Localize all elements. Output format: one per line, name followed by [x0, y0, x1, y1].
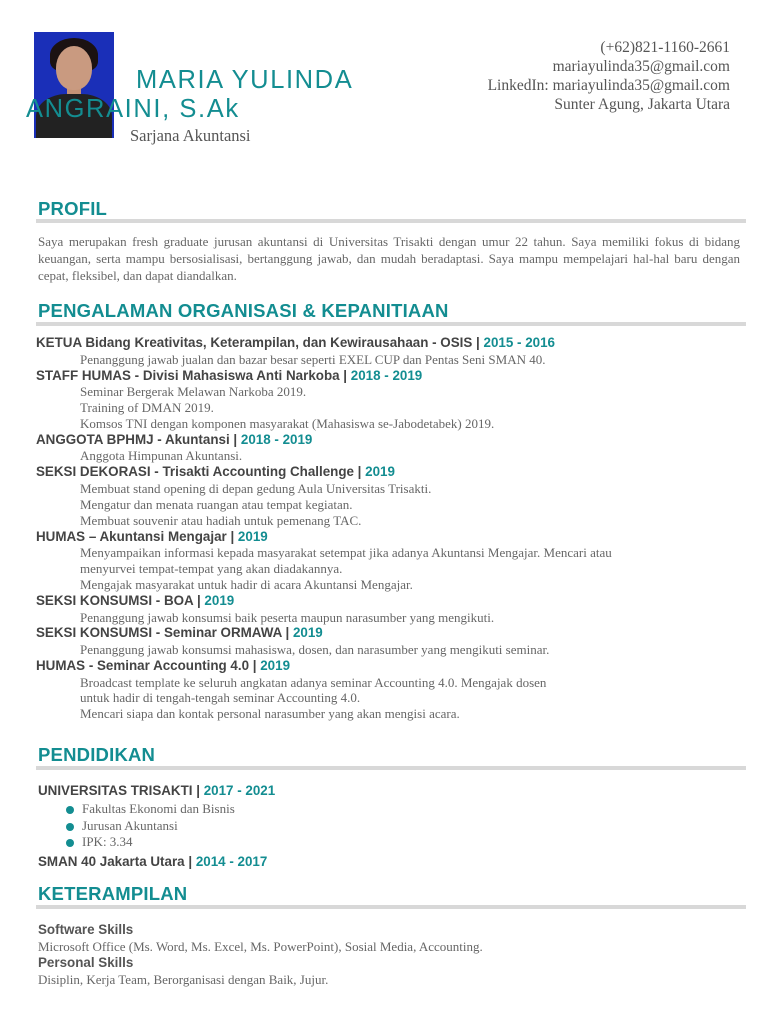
section-heading-experience: PENGALAMAN ORGANISASI & KEPANITIAAN: [38, 300, 449, 321]
education-entry-school: [38, 853, 740, 870]
job-title: Sarjana Akuntansi: [130, 126, 251, 145]
section-heading-skills: KETERAMPILAN: [38, 883, 188, 904]
experience-entry-heading: [36, 464, 740, 481]
bullet-dot-icon: [66, 839, 74, 847]
university-name: UNIVERSITAS TRISAKTI |: [38, 783, 204, 798]
candidate-name: [26, 66, 406, 124]
education-list: [38, 782, 740, 872]
experience-role: STAFF HUMAS - Divisi Mahasiswa Anti Narkoba |: [36, 367, 351, 383]
list-item: IPK: 3.34: [66, 834, 740, 851]
experience-role: SEKSI KONSUMSI - BOA |: [36, 592, 205, 608]
experience-detail: Mengajak masyarakat untuk hadir di acara Akuntansi Mengajar.: [80, 577, 413, 593]
experience-years: 2019: [292, 625, 323, 641]
skills-block: [38, 922, 740, 988]
experience-entry-heading: [36, 368, 740, 385]
section-heading-profil: PROFIL: [38, 198, 108, 219]
school-name: SMAN 40 Jakarta Utara |: [38, 853, 196, 869]
experience-detail: Seminar Bergerak Melawan Narkoba 2019.: [80, 384, 307, 400]
experience-years: 2019: [260, 657, 291, 673]
software-skills-heading: Software Skills: [38, 922, 134, 937]
experience-role: SEKSI DEKORASI - Trisakti Accounting Challenge |: [36, 464, 366, 480]
experience-years: 2018 - 2019: [240, 431, 313, 447]
section-rule-profil: [36, 219, 746, 223]
profil-text: Saya merupakan fresh graduate jurusan akuntansi di Universitas Trisakti dengan umur 22 tahun. Saya memiliki fokus di bidang keuangan, serta mampu bersosialisasi, bertanggung jawab, dan mudah beradaptasi. Saya mampu mempelajari hal-hal baru dengan cepat, fleksibel, dan dapat diandalkan.: [38, 234, 740, 283]
experience-years: 2019: [204, 592, 235, 608]
contact-address: Sunter Agung, Jakarta Utara: [554, 96, 730, 113]
experience-detail: Penanggung jawab konsumsi baik peserta maupun narasumber yang mengikuti.: [80, 609, 495, 625]
contact-block: [488, 38, 730, 114]
name-line-1: MARIA YULINDA: [136, 66, 354, 94]
experience-years: 2019: [237, 528, 268, 544]
experience-role: HUMAS - Seminar Accounting 4.0 |: [36, 657, 261, 673]
section-rule-education: [36, 766, 746, 770]
experience-role: HUMAS – Akuntansi Mengajar |: [36, 528, 238, 544]
experience-years: 2019: [365, 464, 395, 480]
experience-entry-heading: [36, 593, 740, 610]
experience-detail: Membuat stand opening di depan gedung Aula Universitas Trisakti.: [80, 480, 432, 496]
software-skills-text: Microsoft Office (Ms. Word, Ms. Excel, Ms. PowerPoint), Sosial Media, Accounting.: [38, 938, 483, 954]
experience-entry-heading: [36, 335, 740, 352]
experience-role: KETUA Bidang Kreativitas, Keterampilan, dan Kewirausahaan - OSIS |: [36, 335, 484, 350]
experience-detail: Mencari siapa dan kontak personal narasumber yang akan mengisi acara.: [80, 706, 460, 722]
bullet-dot-icon: [66, 806, 74, 814]
experience-detail: Broadcast template ke seluruh angkatan adanya seminar Accounting 4.0. Mengajak dosen: [80, 674, 547, 690]
university-years: 2017 - 2021: [203, 783, 276, 798]
personal-skills-text: Disiplin, Kerja Team, Berorganisasi dengan Baik, Jujur.: [38, 971, 329, 987]
experience-entry-heading: [36, 625, 740, 642]
school-years: 2014 - 2017: [195, 853, 268, 869]
experience-detail: untuk hadir di tengah-tengah seminar Accounting 4.0.: [80, 690, 361, 706]
experience-years: 2015 - 2016: [483, 335, 555, 350]
name-line-2: ANGRAINI, S.Ak: [26, 95, 240, 123]
education-entry-university: [38, 782, 740, 799]
experience-detail: Membuat souvenir atau hadiah untuk pemenang TAC.: [80, 512, 362, 528]
experience-years: 2018 - 2019: [350, 367, 423, 383]
section-rule-experience: [36, 322, 746, 326]
university-details: [38, 801, 740, 851]
bullet-dot-icon: [66, 823, 74, 831]
experience-detail: Anggota Himpunan Akuntansi.: [80, 448, 243, 464]
experience-detail: Penanggung jawab konsumsi mahasiswa, dosen, dan narasumber yang mengikuti seminar.: [80, 642, 550, 658]
list-item: Fakultas Ekonomi dan Bisnis: [66, 801, 740, 818]
experience-role: SEKSI KONSUMSI - Seminar ORMAWA |: [36, 625, 293, 641]
contact-linkedin: LinkedIn: mariayulinda35@gmail.com: [487, 77, 730, 94]
experience-detail: Penanggung jawab jualan dan bazar besar seperti EXEL CUP dan Pentas Seni SMAN 40.: [80, 351, 546, 367]
section-rule-skills: [36, 905, 746, 909]
experience-detail: Mengatur dan menata ruangan atau tempat kegiatan.: [80, 496, 353, 512]
experience-detail: Komsos TNI dengan komponen masyarakat (Mahasiswa se-Jabodetabek) 2019.: [80, 415, 495, 431]
contact-email: mariayulinda35@gmail.com: [552, 58, 730, 75]
experience-detail: Menyampaikan informasi kepada masyarakat setempat jika adanya Akuntansi Mengajar. Mencari atau: [80, 545, 612, 561]
contact-phone: (+62)821-1160-2661: [600, 39, 730, 56]
experience-entry-heading: [36, 529, 740, 546]
section-heading-education: PENDIDIKAN: [38, 744, 156, 765]
personal-skills-heading: Personal Skills: [38, 955, 134, 970]
experience-detail: Training of DMAN 2019.: [80, 400, 214, 415]
experience-role: ANGGOTA BPHMJ - Akuntansi |: [36, 431, 241, 447]
list-item: Jurusan Akuntansi: [66, 818, 740, 835]
experience-list: [36, 335, 740, 722]
experience-entry-heading: [36, 432, 740, 449]
experience-detail: menyurvei tempat-tempat yang akan diadakannya.: [80, 561, 343, 577]
experience-entry-heading: [36, 658, 740, 675]
